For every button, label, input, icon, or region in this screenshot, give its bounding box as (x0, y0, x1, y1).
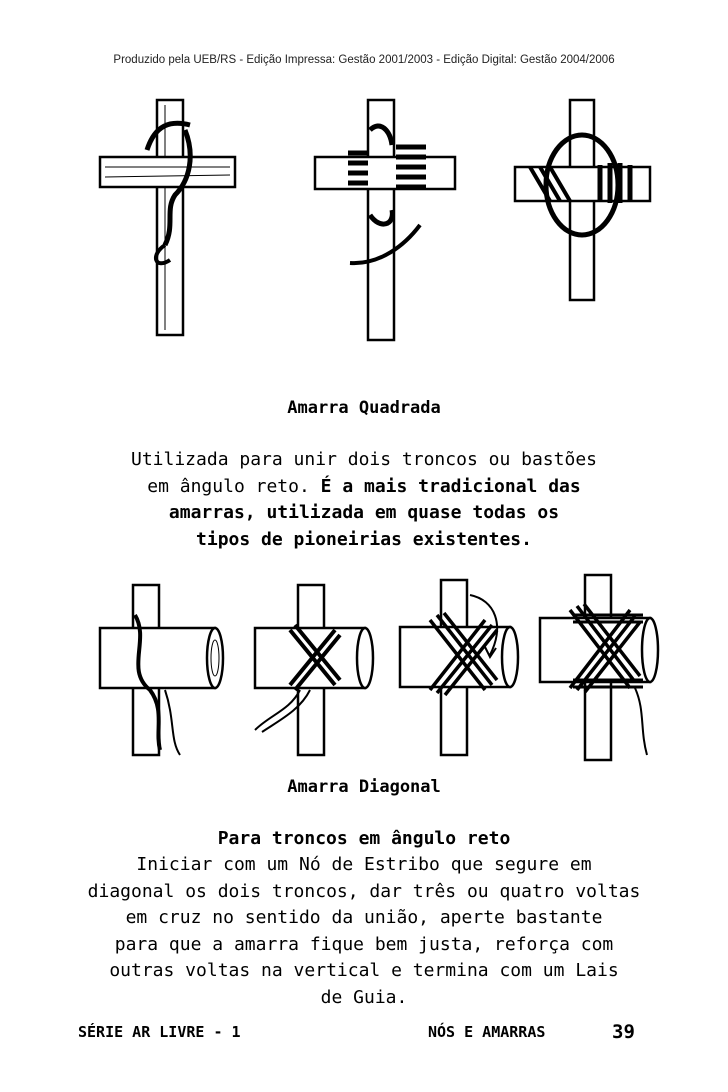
footer-title: NÓS E AMARRAS (428, 1023, 546, 1041)
section1-line-2: em ângulo reto. É a mais tradicional das (147, 475, 581, 497)
square-lashing-illustration-2 (310, 95, 460, 345)
section2-line-1: Iniciar com um Nó de Estribo que segure em (136, 854, 592, 875)
section2-line-3: em cruz no sentido da união, aperte bastante (125, 907, 603, 928)
section2-line-4: para que a amarra fique bem justa, reforça com (114, 933, 614, 955)
footer-series: SÉRIE AR LIVRE - 1 (78, 1023, 241, 1041)
section-title-amarra-diagonal: Amarra Diagonal (287, 777, 441, 797)
section2-subtitle: Para troncos em ângulo reto (217, 828, 511, 849)
section1-line-3: amarras, utilizada em quase todas os (168, 502, 560, 523)
diagonal-lashing-illustration-4 (535, 570, 665, 765)
section1-line-1: Utilizada para unir dois troncos ou bastões (131, 449, 597, 470)
diagonal-lashing-illustration-3 (395, 575, 525, 760)
diagonal-lashing-illustration-2 (250, 580, 380, 760)
section2-line-2: diagonal os dois troncos, dar três ou quatro voltas (87, 880, 641, 902)
section1-line-4: tipos de pioneirias existentes. (196, 528, 532, 550)
diagonal-lashing-illustration-1 (95, 580, 225, 760)
section2-line-5: outras voltas na vertical e termina com um Lais (109, 960, 619, 981)
page-header: Produzido pela UEB/RS - Edição Impressa: Gestão 2001/2003 - Edição Digital: Gestão 2004/2006 (113, 54, 615, 66)
section2-line-6: de Guia. (320, 986, 408, 1008)
square-lashing-illustration-1 (95, 95, 240, 340)
page-number: 39 (612, 1021, 635, 1043)
section-title-amarra-quadrada: Amarra Quadrada (287, 398, 441, 418)
section1-description (0, 447, 728, 553)
square-lashing-illustration-3 (510, 95, 655, 305)
section2-description (0, 852, 728, 1011)
